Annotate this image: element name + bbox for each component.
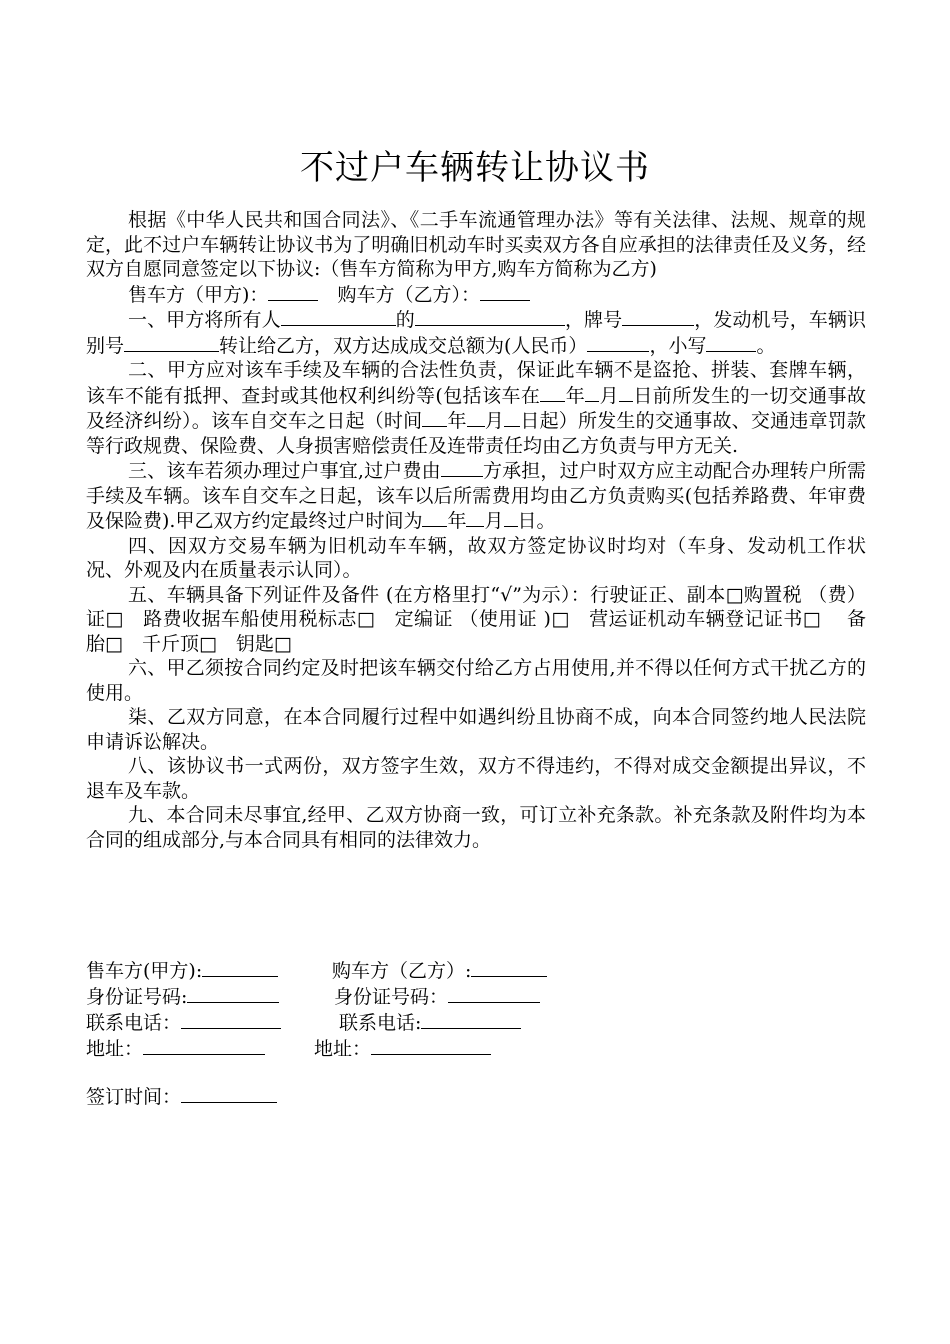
sig-phone-left xyxy=(86,1010,281,1035)
sig-id-right-label: 身份证号码： xyxy=(334,986,449,1008)
clause-1-text-d: ，发动机号，车辆识别号 xyxy=(86,309,866,357)
intro-paragraph: 根据《中华人民共和国合同法》、《二手车流通管理办法》等有关法律、法规、规章的规定，此不过户车辆转让协议书为了明确旧机动车时买卖双方各自应承担的法律责任及义务，经双方自愿同意签定以下协议:（售车方简称为甲方,购车方简称为乙方) xyxy=(86,209,866,280)
clause-3-end: 日。 xyxy=(517,510,556,532)
plate-blank[interactable] xyxy=(622,307,694,326)
clause-9: 九、本合同未尽事宜,经甲、乙双方协商一致，可订立补充条款。补充条款及附件均为本合同的组成部分,与本合同具有相同的法律效力。 xyxy=(86,804,866,851)
clause-3-text-a: 三、该车若须办理过户事宜,过户费由 xyxy=(128,460,441,482)
sig-id-left xyxy=(86,984,279,1009)
c2-year2-blank[interactable] xyxy=(422,408,447,427)
seller-label: 售车方（甲方)： xyxy=(128,283,269,306)
sig-phone-right xyxy=(339,1010,521,1035)
contract-body xyxy=(86,208,866,852)
signature-block xyxy=(86,958,866,1108)
clause-1-text-e: 转让给乙方，双方达成成交总额为(人民币） xyxy=(219,334,588,357)
month-label: 月 xyxy=(599,384,619,407)
c2-year-blank[interactable] xyxy=(540,383,565,402)
sig-phone-left-label: 联系电话： xyxy=(86,1012,182,1034)
clause-1-text-b: 的 xyxy=(395,309,415,331)
sig-addr-right-blank[interactable] xyxy=(371,1036,491,1055)
sig-id-left-blank[interactable] xyxy=(187,984,279,1003)
sig-seller xyxy=(86,958,278,983)
clause-3 xyxy=(86,458,866,534)
sig-addr-right xyxy=(314,1036,491,1061)
sig-addr-left xyxy=(86,1036,265,1061)
clause-1 xyxy=(86,307,866,358)
sig-id-right xyxy=(334,984,540,1009)
c2-day2-blank[interactable] xyxy=(504,408,520,427)
clause-8: 八、该协议书一式两份，双方签字生效，双方不得违约，不得对成交金额提出异议，不退车及车款。 xyxy=(86,755,866,802)
buyer-label: 购车方（乙方）： xyxy=(337,283,480,306)
sig-buyer xyxy=(332,958,547,983)
fee-party-blank[interactable] xyxy=(441,458,483,477)
clause-5: 五、车辆具备下列证件及备件 (在方格里打“√”为示）：行驶证正、副本□购置税 （费）证□ 路费收据车船使用税标志□ 定编证 （使用证 )□ 营运证机动车辆登记证书□ 备胎□ 千斤顶□ 钥匙□ xyxy=(86,583,866,655)
sig-date-blank[interactable] xyxy=(181,1084,277,1103)
clause-4: 四、因双方交易车辆为旧机动车车辆，故双方签定协议时均对（车身、发动机工作状况、外观及内在质量表示认同）。 xyxy=(86,534,866,581)
clause-3-text-b: 方承担，过户时双方应主动配合办理转户所需手续及车辆。该车自交车之日起，该车以后所需费用均由乙方负责购买(包括养路费、年审费及保险费).甲乙双方约定最终过户时间为 xyxy=(86,460,866,532)
month-label: 月 xyxy=(484,410,505,432)
clause-2 xyxy=(86,358,866,458)
clause-1-text-c: ，牌号 xyxy=(564,309,623,331)
buyer-blank[interactable] xyxy=(480,282,530,301)
year-label: 年 xyxy=(447,410,467,432)
sig-seller-label: 售车方(甲方): xyxy=(86,960,203,982)
clause-7: 柒、乙双方同意，在本合同履行过程中如遇纠纷且协商不成，向本合同签约地人民法院申请诉讼解决。 xyxy=(86,706,866,753)
month-label: 月 xyxy=(484,510,504,532)
sig-id-right-blank[interactable] xyxy=(448,984,540,1003)
year-label: 年 xyxy=(447,510,467,532)
sig-phone-right-label: 联系电话: xyxy=(339,1012,422,1034)
sig-id-left-label: 身份证号码: xyxy=(86,986,188,1008)
sig-addr-right-label: 地址： xyxy=(314,1038,372,1060)
year-label: 年 xyxy=(565,384,586,407)
clause-1-text-g: 。 xyxy=(756,334,776,357)
vehicle-blank[interactable] xyxy=(415,307,565,326)
price-lower-blank[interactable] xyxy=(706,333,756,352)
clause-2-text-c: 起）所发生的交通事故、交通违章罚款等行政规费、保险费、人身损害赔偿责任及连带责任均由乙方负责与甲方无关. xyxy=(86,410,866,457)
vin-blank[interactable] xyxy=(124,333,219,352)
parties-line xyxy=(86,282,866,308)
document-title: 不过户车辆转让协议书 xyxy=(300,148,650,188)
c2-day-blank[interactable] xyxy=(619,383,633,402)
c2-month-blank[interactable] xyxy=(585,383,599,402)
sig-addr-left-blank[interactable] xyxy=(143,1036,265,1055)
clause-2-text-b: 所发生的一切交通事故及经济纠纷）。该车自交车之日起（时间 xyxy=(86,384,866,432)
c3-day-blank[interactable] xyxy=(504,508,518,527)
sig-phone-left-blank[interactable] xyxy=(181,1010,281,1029)
c3-year-blank[interactable] xyxy=(422,508,447,527)
seller-blank[interactable] xyxy=(268,282,318,301)
price-upper-blank[interactable] xyxy=(587,333,649,352)
clause-2-text-a: 二、甲方应对该车手续及车辆的合法性负责，保证此车辆不是盗抢、拼装、套牌车辆，该车不能有抵押、查封或其他权利纠纷等(包括该车在 xyxy=(86,359,866,407)
sig-seller-blank[interactable] xyxy=(202,958,278,977)
c2-month2-blank[interactable] xyxy=(467,408,485,427)
clause-6: 六、甲乙须按合同约定及时把该车辆交付给乙方占用使用,并不得以任何方式干扰乙方的使用。 xyxy=(86,657,866,704)
sig-date-label: 签订时间： xyxy=(86,1086,182,1108)
sig-phone-right-blank[interactable] xyxy=(421,1010,521,1029)
sig-buyer-label: 购车方（乙方）: xyxy=(332,960,472,982)
day-label: 日前 xyxy=(632,384,673,407)
clause-1-text-f: ，小写 xyxy=(649,334,707,357)
sig-addr-left-label: 地址： xyxy=(86,1038,144,1060)
owner-blank[interactable] xyxy=(281,307,396,326)
clause-1-text-a: 一、甲方将所有人 xyxy=(128,309,281,331)
sig-date xyxy=(86,1084,277,1109)
c3-month-blank[interactable] xyxy=(466,508,484,527)
day-label: 日 xyxy=(520,410,540,432)
sig-buyer-blank[interactable] xyxy=(471,958,547,977)
